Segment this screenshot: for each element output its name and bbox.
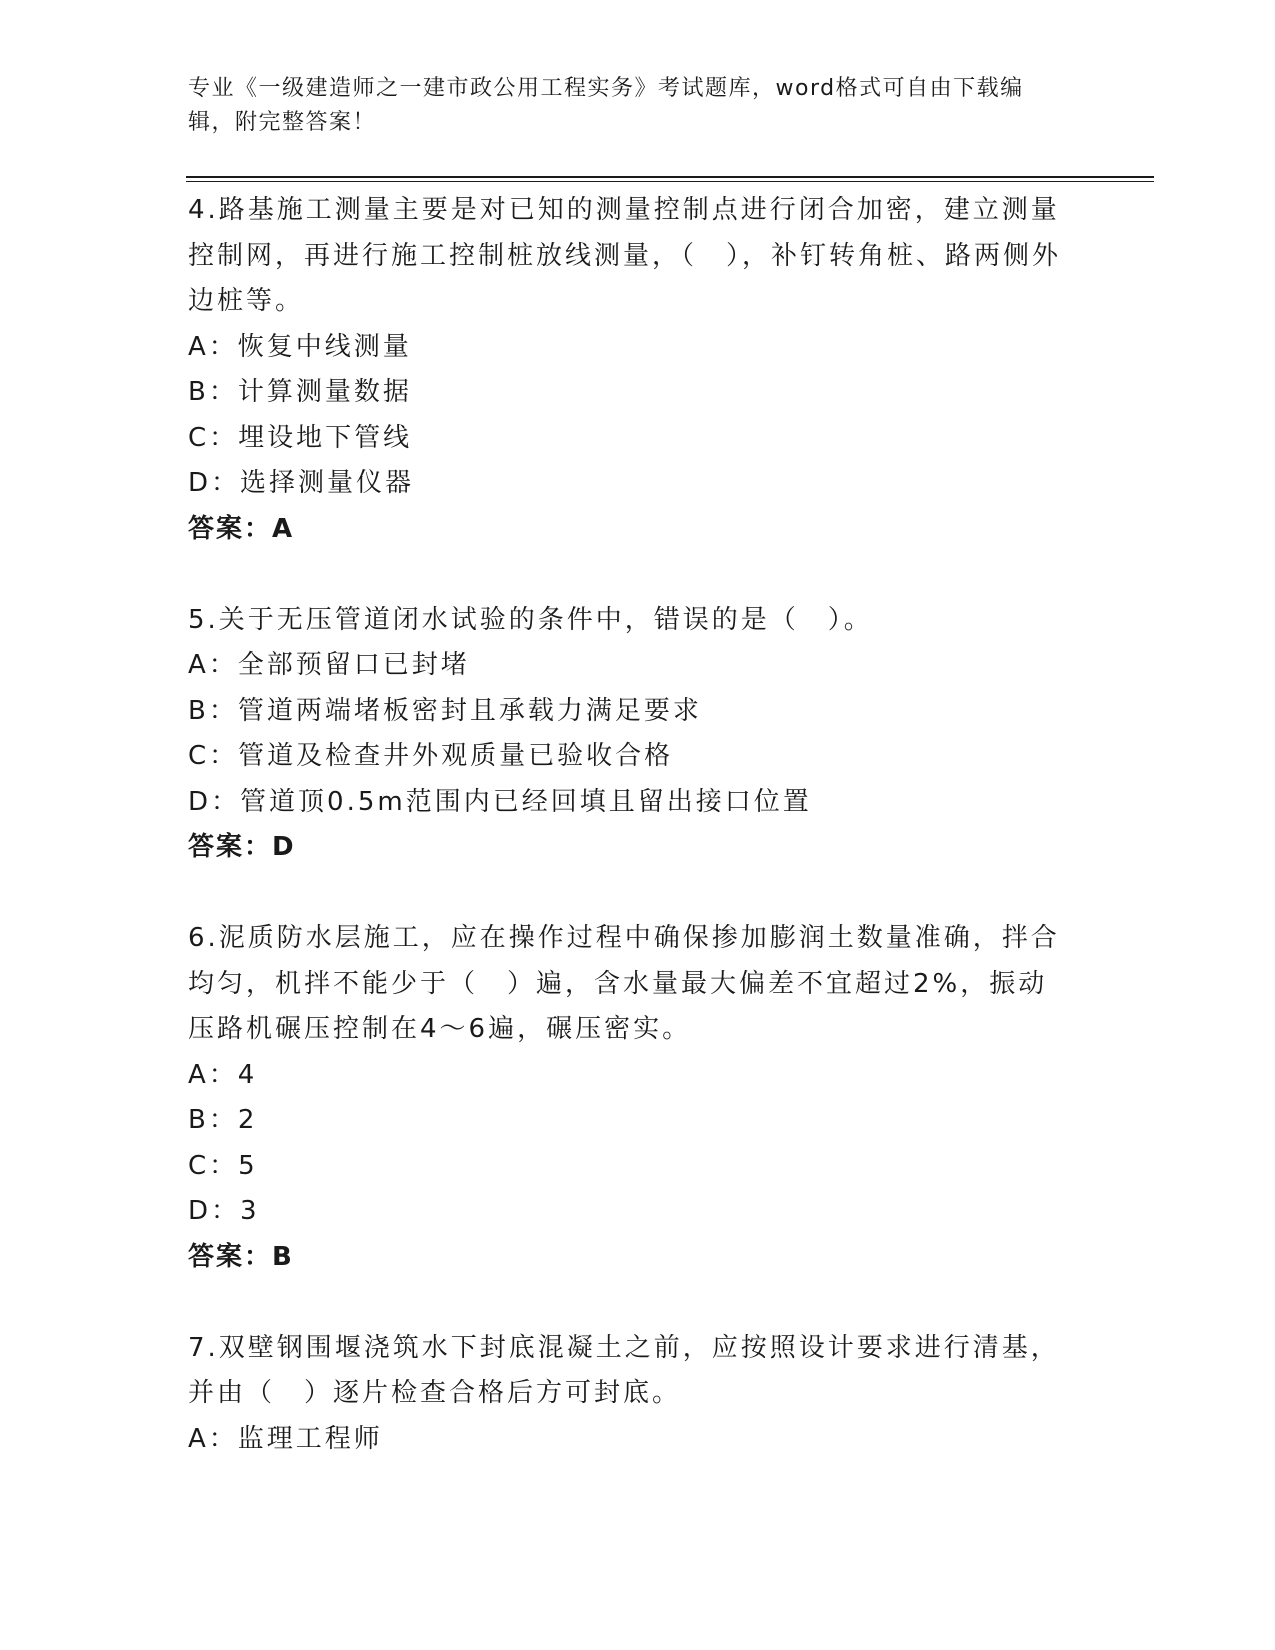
answer-line: 答案：A <box>188 513 295 544</box>
question-stem: 7.双壁钢围堰浇筑水下封底混凝土之前，应按照设计要求进行清基，并由（ ）逐片检查合格后方可封底。 <box>188 1332 1060 1408</box>
option-c: C：埋设地下管线 <box>188 422 413 453</box>
option-b: B：管道两端堵板密封且承载力满足要求 <box>188 695 702 726</box>
option-d: D：3 <box>188 1196 260 1226</box>
question-4 <box>188 188 1068 552</box>
option-a: A：恢复中线测量 <box>188 331 412 362</box>
question-list <box>188 188 1068 1462</box>
option-a: A：全部预留口已封堵 <box>188 650 470 680</box>
option-a: A：4 <box>188 1059 258 1090</box>
header-divider-thick <box>186 176 1154 178</box>
question-spacer <box>188 871 1068 917</box>
answer-line: 答案：B <box>188 1241 294 1272</box>
question-6 <box>188 916 1068 1280</box>
header-divider-thin <box>186 181 1154 182</box>
question-5 <box>188 598 1068 871</box>
question-stem: 5.关于无压管道闭水试验的条件中，错误的是（ ）。 <box>188 604 873 635</box>
option-c: C：5 <box>188 1150 258 1181</box>
option-a: A：监理工程师 <box>188 1423 383 1454</box>
question-stem: 6.泥质防水层施工，应在操作过程中确保掺加膨润土数量准确，拌合均匀，机拌不能少于（ ）遍，含水量最大偏差不宜超过2%，振动压路机碾压控制在4～6遍，碾压密实。 <box>188 923 1060 1044</box>
option-d: D：管道顶0.5m范围内已经回填且留出接口位置 <box>188 786 812 817</box>
question-spacer <box>188 552 1068 598</box>
option-c: C：管道及检查井外观质量已验收合格 <box>188 741 674 771</box>
question-stem: 4.路基施工测量主要是对已知的测量控制点进行闭合加密，建立测量控制网，再进行施工控制桩放线测量，（ ），补钉转角桩、路两侧外边桩等。 <box>188 195 1062 316</box>
document-header: 专业《一级建造师之一建市政公用工程实务》考试题库，word格式可自由下载编辑，附完整答案！ <box>188 76 1024 135</box>
option-b: B：计算测量数据 <box>188 377 412 407</box>
option-b: B：2 <box>188 1105 258 1135</box>
question-7 <box>188 1326 1068 1463</box>
answer-line: 答案：D <box>188 832 296 862</box>
question-spacer <box>188 1280 1068 1326</box>
option-d: D：选择测量仪器 <box>188 468 415 498</box>
